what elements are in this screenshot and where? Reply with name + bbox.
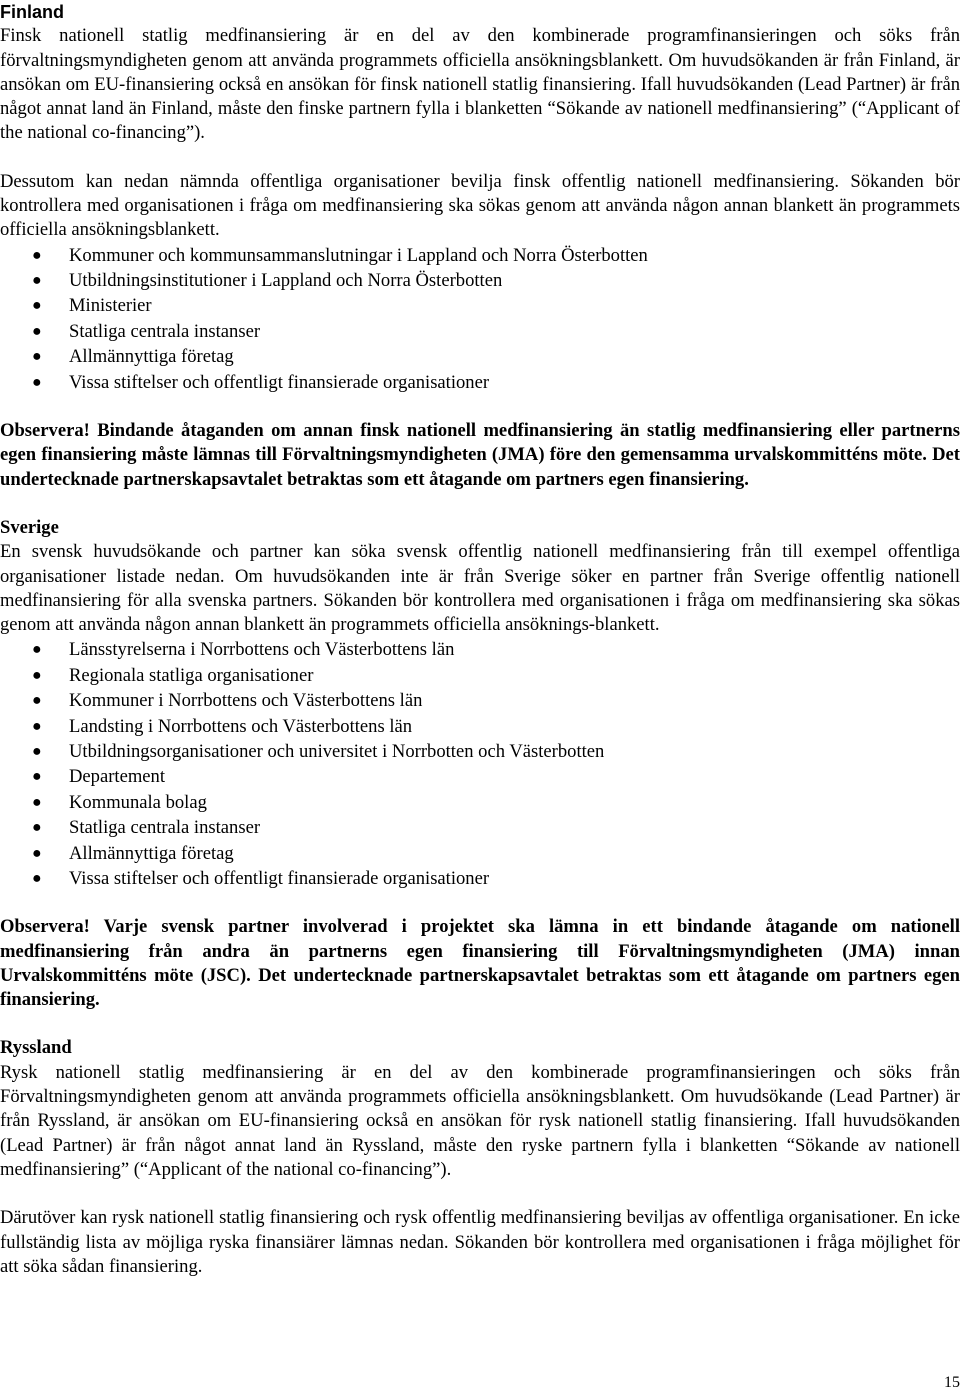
list-item: ● Utbildningsorganisationer och universitet i Norrbotten och Västerbotten: [0, 739, 960, 764]
ryssland-paragraph-1: Rysk nationell statlig medfinansiering är en del av den kombinerade programfinansieringen och söks från Förvaltningsmyndigheten genom att använda programmets officiella ansökningsblankett. Om huvudsökande (Lead Partner) är från Ryssland, är ansökan om EU-finansiering också en ansökan för rysk nationell statlig finansiering. Ifall huvudsökanden (Lead Partner) är från något annat land än Ryssland, måste den ryske partnern fylla i blanketten “Sökande av nationell medfinansiering” (“Applicant of the national co-financing”).: [0, 1061, 960, 1180]
bullet-icon: ●: [32, 844, 42, 862]
list-item: ● Regionala statliga organisationer: [0, 663, 960, 688]
sverige-note: Observera! Varje svensk partner involverad i projektet ska lämna in ett bindande åtagande om nationell medfinansiering från andra än partnerns egen finansiering till Förvaltningsmyndigheten (JMA) innan Urvalskommitténs möte (JSC). Det undertecknade partnerskapsavtalet betraktas som ett åtagande om partners egen finansiering.: [0, 916, 960, 1011]
bullet-icon: ●: [32, 373, 42, 391]
list-item: ● Kommuner i Norrbottens och Västerbottens län: [0, 688, 960, 713]
sverige-paragraph-1: En svensk huvudsökande och partner kan söka svensk offentlig nationell medfinansiering från till exempel offentliga organisationer listade nedan. Om huvudsökanden inte är från Sverige söker en partner från Sverige offentlig nationell medfinansiering för alla svenska partners. Sökanden bör kontrollera med organisationen i fråga om medfinansiering ska sökas genom att använda någon annan blankett än programmets officiella ansöknings-blankett.: [0, 541, 960, 636]
finland-organisation-list: [0, 243, 960, 395]
list-item: ● Kommunala bolag: [0, 790, 960, 815]
list-item: ● Statliga centrala instanser: [0, 319, 960, 344]
ryssland-paragraph-2: Därutöver kan rysk nationell statlig finansiering och rysk offentlig medfinansiering beviljas av offentliga organisationer. En icke fullständig lista av möjliga ryska finansiärer lämnas nedan. Sökanden bör kontrollera med organisationen i fråga möjlighet för att söka sådan finansiering.: [0, 1207, 960, 1277]
list-item: ● Allmännyttiga företag: [0, 344, 960, 369]
bullet-icon: ●: [32, 297, 42, 315]
bullet-icon: ●: [32, 742, 42, 760]
bullet-icon: ●: [32, 348, 42, 366]
bullet-icon: ●: [32, 641, 42, 659]
section-heading-finland: Finland: [0, 2, 64, 22]
bullet-icon: ●: [32, 322, 42, 340]
list-item: ● Länsstyrelserna i Norrbottens och Västerbottens län: [0, 637, 960, 662]
list-item: ● Statliga centrala instanser: [0, 815, 960, 840]
bullet-icon: ●: [32, 869, 42, 887]
bullet-icon: ●: [32, 793, 42, 811]
list-item: ● Allmännyttiga företag: [0, 841, 960, 866]
bullet-icon: ●: [32, 692, 42, 710]
list-item: ● Vissa stiftelser och offentligt finansierade organisationer: [0, 866, 960, 891]
sverige-organisation-list: [0, 637, 960, 891]
section-heading-sverige: Sverige: [0, 516, 59, 538]
page-number: 15: [944, 1374, 960, 1391]
list-item: ● Ministerier: [0, 293, 960, 318]
list-item: ● Kommuner och kommunsammanslutningar i Lappland och Norra Österbotten: [0, 243, 960, 268]
finland-paragraph-2: Dessutom kan nedan nämnda offentliga organisationer bevilja finsk offentlig nationell medfinansiering. Sökanden bör kontrollera med organisationen i fråga om medfinansiering ska sökas genom att använda någon annan blankett än programmets officiella ansökningsblankett.: [0, 170, 960, 241]
bullet-icon: ●: [32, 666, 42, 684]
list-item: ● Utbildningsinstitutioner i Lappland och Norra Österbotten: [0, 268, 960, 293]
bullet-icon: ●: [32, 717, 42, 735]
finland-paragraph-1: Finsk nationell statlig medfinansiering är en del av den kombinerade programfinansieringen och söks från förvaltningsmyndigheten genom att använda programmets officiella ansökningsblankett. Om huvudsökanden är från Finland, är ansökan om EU-finansiering också en ansökan för finsk nationell statlig finansiering. Ifall huvudsökanden (Lead Partner) är från något annat land än Finland, måste den finske partnern fylla i blanketten “Sökande av nationell medfinansiering” (“Applicant of the national co-financing”).: [0, 25, 960, 144]
bullet-icon: ●: [32, 819, 42, 837]
bullet-icon: ●: [32, 272, 42, 290]
list-item: ● Departement: [0, 764, 960, 789]
list-item: ● Landsting i Norrbottens och Västerbottens län: [0, 714, 960, 739]
bullet-icon: ●: [32, 246, 42, 264]
finland-note: Observera! Bindande åtaganden om annan finsk nationell medfinansiering än statlig medfinansiering eller partnerns egen finansiering måste lämnas till Förvaltningsmyndigheten (JMA) före den gemensamma urvalskommitténs möte. Det undertecknade partnerskapsavtalet betraktas som ett åtagande om partners egen finansiering.: [0, 420, 960, 490]
section-heading-ryssland: Ryssland: [0, 1037, 72, 1059]
list-item: ● Vissa stiftelser och offentligt finansierade organisationer: [0, 370, 960, 395]
bullet-icon: ●: [32, 768, 42, 786]
